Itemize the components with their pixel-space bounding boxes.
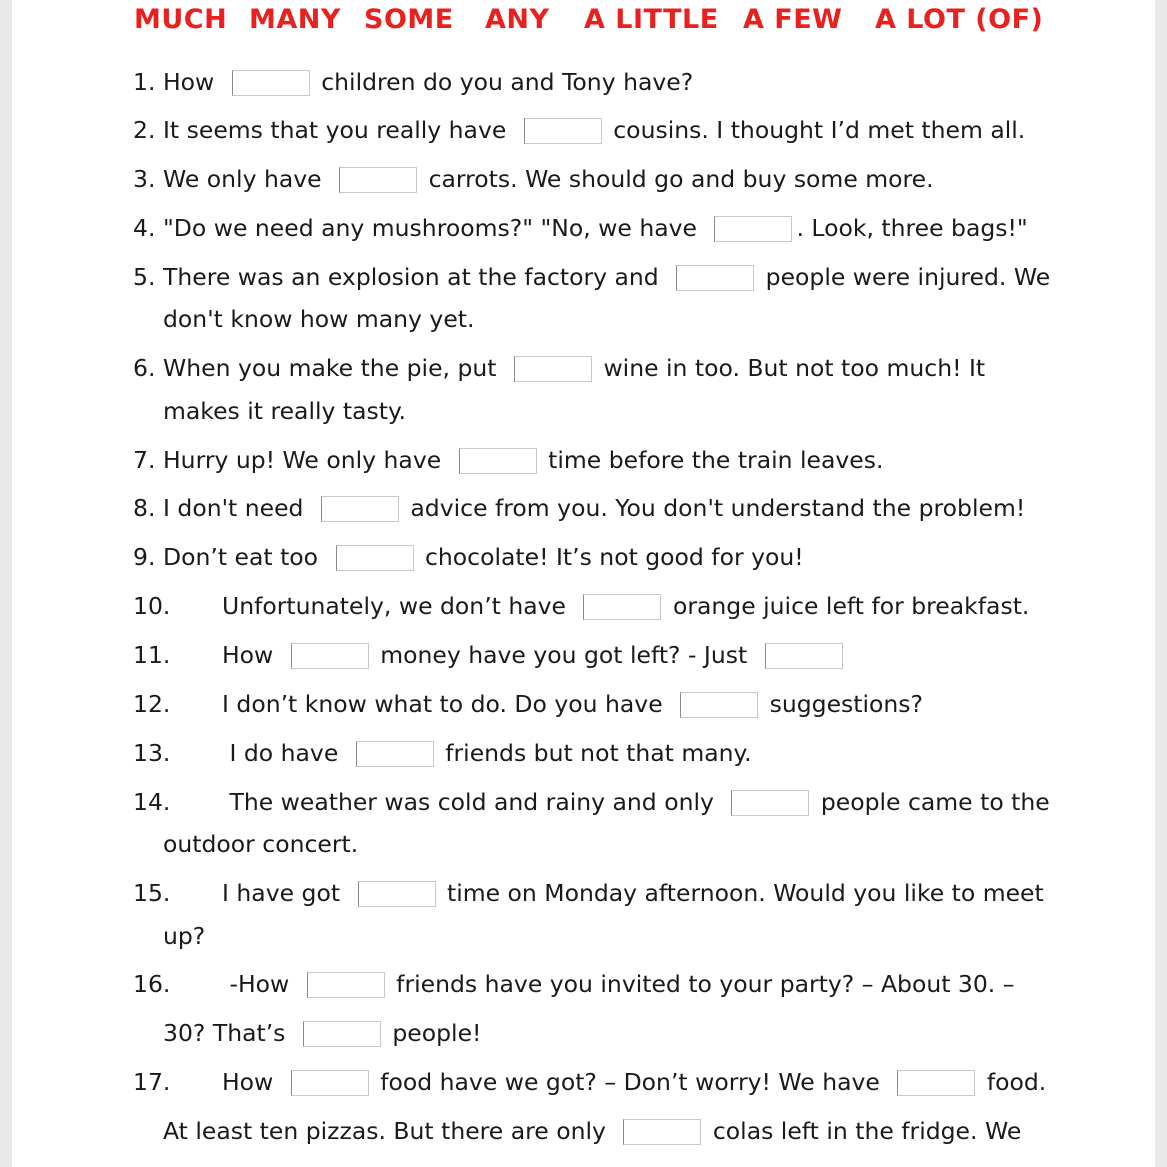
word-bank-item: A LOT (OF) [875,4,1044,35]
sentence-text: When you make the pie, put [163,354,504,382]
exercise-sentence [222,968,1015,1000]
exercise-number: 14. [133,788,171,816]
sentence-text: Hurry up! We only have [163,446,449,474]
exercise-number: 12. [133,690,171,718]
answer-blank-input[interactable] [291,643,369,669]
sentence-text: Don’t eat too [163,543,326,571]
exercise-sentence [222,737,752,769]
exercise-number: 7. [133,446,156,474]
sentence-text: people came to the [813,788,1050,816]
sentence-text: 30? That’s [163,1019,293,1047]
exercise-sentence [163,444,883,476]
exercise-sentence [222,639,847,671]
sentence-text: advice from you. You don't understand the problem! [402,494,1026,522]
sentence-text: . Look, three bags!" [796,214,1028,242]
exercise-sentence [222,1066,1046,1098]
exercise-number: 4. [133,214,156,242]
exercise-sentence [163,352,985,384]
sentence-text: cousins. I thought I’d met them all. [605,116,1026,144]
exercise-sentence [163,1017,481,1049]
answer-blank-input[interactable] [356,741,434,767]
exercise-sentence [222,877,1044,909]
exercise-number: 1. [133,68,156,96]
exercise-sentence [163,66,693,98]
exercise-number: 15. [133,879,171,907]
answer-blank-input[interactable] [765,643,843,669]
exercise-number: 6. [133,354,156,382]
sentence-text: How [222,1068,281,1096]
answer-blank-input[interactable] [897,1070,975,1096]
sentence-text: time on Monday afternoon. Would you like to meet [439,879,1044,907]
sentence-text: How [222,641,281,669]
answer-blank-input[interactable] [358,881,436,907]
exercise-sentence [163,828,358,860]
exercise-sentence [163,303,474,335]
sentence-text: time before the train leaves. [540,446,884,474]
sentence-text: food have we got? – Don’t worry! We have [372,1068,888,1096]
answer-blank-input[interactable] [623,1119,701,1145]
exercise-number: 17. [133,1068,171,1096]
sentence-text: I don't need [163,494,311,522]
answer-blank-input[interactable] [291,1070,369,1096]
sentence-text: How [163,68,222,96]
word-bank-item: MANY [249,4,341,35]
exercise-sentence [163,114,1025,146]
sentence-text: "Do we need any mushrooms?" "No, we have [163,214,705,242]
exercise-sentence [222,688,923,720]
sentence-text: food. [979,1068,1047,1096]
sentence-text: I have got [222,879,348,907]
answer-blank-input[interactable] [731,790,809,816]
answer-blank-input[interactable] [524,118,602,144]
exercise-number: 11. [133,641,171,669]
sentence-text: The weather was cold and rainy and only [222,788,722,816]
sentence-text: friends but not that many. [437,739,752,767]
answer-blank-input[interactable] [232,70,310,96]
worksheet-page [12,0,1155,1167]
answer-blank-input[interactable] [459,448,537,474]
answer-blank-input[interactable] [583,594,661,620]
word-bank-item: SOME [364,4,454,35]
answer-blank-input[interactable] [336,545,414,571]
answer-blank-input[interactable] [303,1021,381,1047]
sentence-text: makes it really tasty. [163,397,406,425]
exercise-number: 8. [133,494,156,522]
exercise-sentence [163,163,934,195]
exercise-number: 5. [133,263,156,291]
exercise-sentence [163,920,205,952]
word-bank [12,0,1155,44]
sentence-text: orange juice left for breakfast. [665,592,1030,620]
exercise-number: 9. [133,543,156,571]
sentence-text: outdoor concert. [163,830,359,858]
exercise-number: 16. [133,970,171,998]
sentence-text: people! [384,1019,482,1047]
word-bank-item: ANY [485,4,550,35]
exercise-sentence [222,590,1029,622]
exercise-sentence [163,395,406,427]
sentence-text: I don’t know what to do. Do you have [222,690,671,718]
sentence-text: children do you and Tony have? [313,68,694,96]
sentence-text: carrots. We should go and buy some more. [421,165,934,193]
exercise-sentence [163,1115,1021,1147]
sentence-text: money have you got left? - Just [372,641,755,669]
sentence-text: Unfortunately, we don’t have [222,592,574,620]
exercise-sentence [222,786,1050,818]
sentence-text: We only have [163,165,330,193]
answer-blank-input[interactable] [514,356,592,382]
exercise-number: 3. [133,165,156,193]
exercise-sentence [163,541,804,573]
sentence-text: colas left in the fridge. We [705,1117,1022,1145]
exercise-sentence [163,261,1050,293]
sentence-text: don't know how many yet. [163,305,475,333]
sentence-text: wine in too. But not too much! It [595,354,986,382]
sentence-text: There was an explosion at the factory and [163,263,667,291]
answer-blank-input[interactable] [321,496,399,522]
sentence-text: friends have you invited to your party? – About 30. – [388,970,1015,998]
exercise-number: 10. [133,592,171,620]
sentence-text: chocolate! It’s not good for you! [417,543,804,571]
sentence-text: suggestions? [762,690,923,718]
sentence-text: At least ten pizzas. But there are only [163,1117,614,1145]
answer-blank-input[interactable] [307,972,385,998]
answer-blank-input[interactable] [714,216,792,242]
exercise-number: 2. [133,116,156,144]
word-bank-item: A FEW [743,4,843,35]
sentence-text: I do have [222,739,346,767]
exercise-sentence [163,492,1025,524]
sentence-text: -How [222,970,297,998]
exercise-sentence [163,212,1028,244]
word-bank-item: A LITTLE [584,4,719,35]
sentence-text: up? [163,922,206,950]
exercise-number: 13. [133,739,171,767]
answer-blank-input[interactable] [676,265,754,291]
sentence-text: It seems that you really have [163,116,514,144]
sentence-text: people were injured. We [758,263,1051,291]
word-bank-item: MUCH [134,4,228,35]
answer-blank-input[interactable] [339,167,417,193]
answer-blank-input[interactable] [680,692,758,718]
